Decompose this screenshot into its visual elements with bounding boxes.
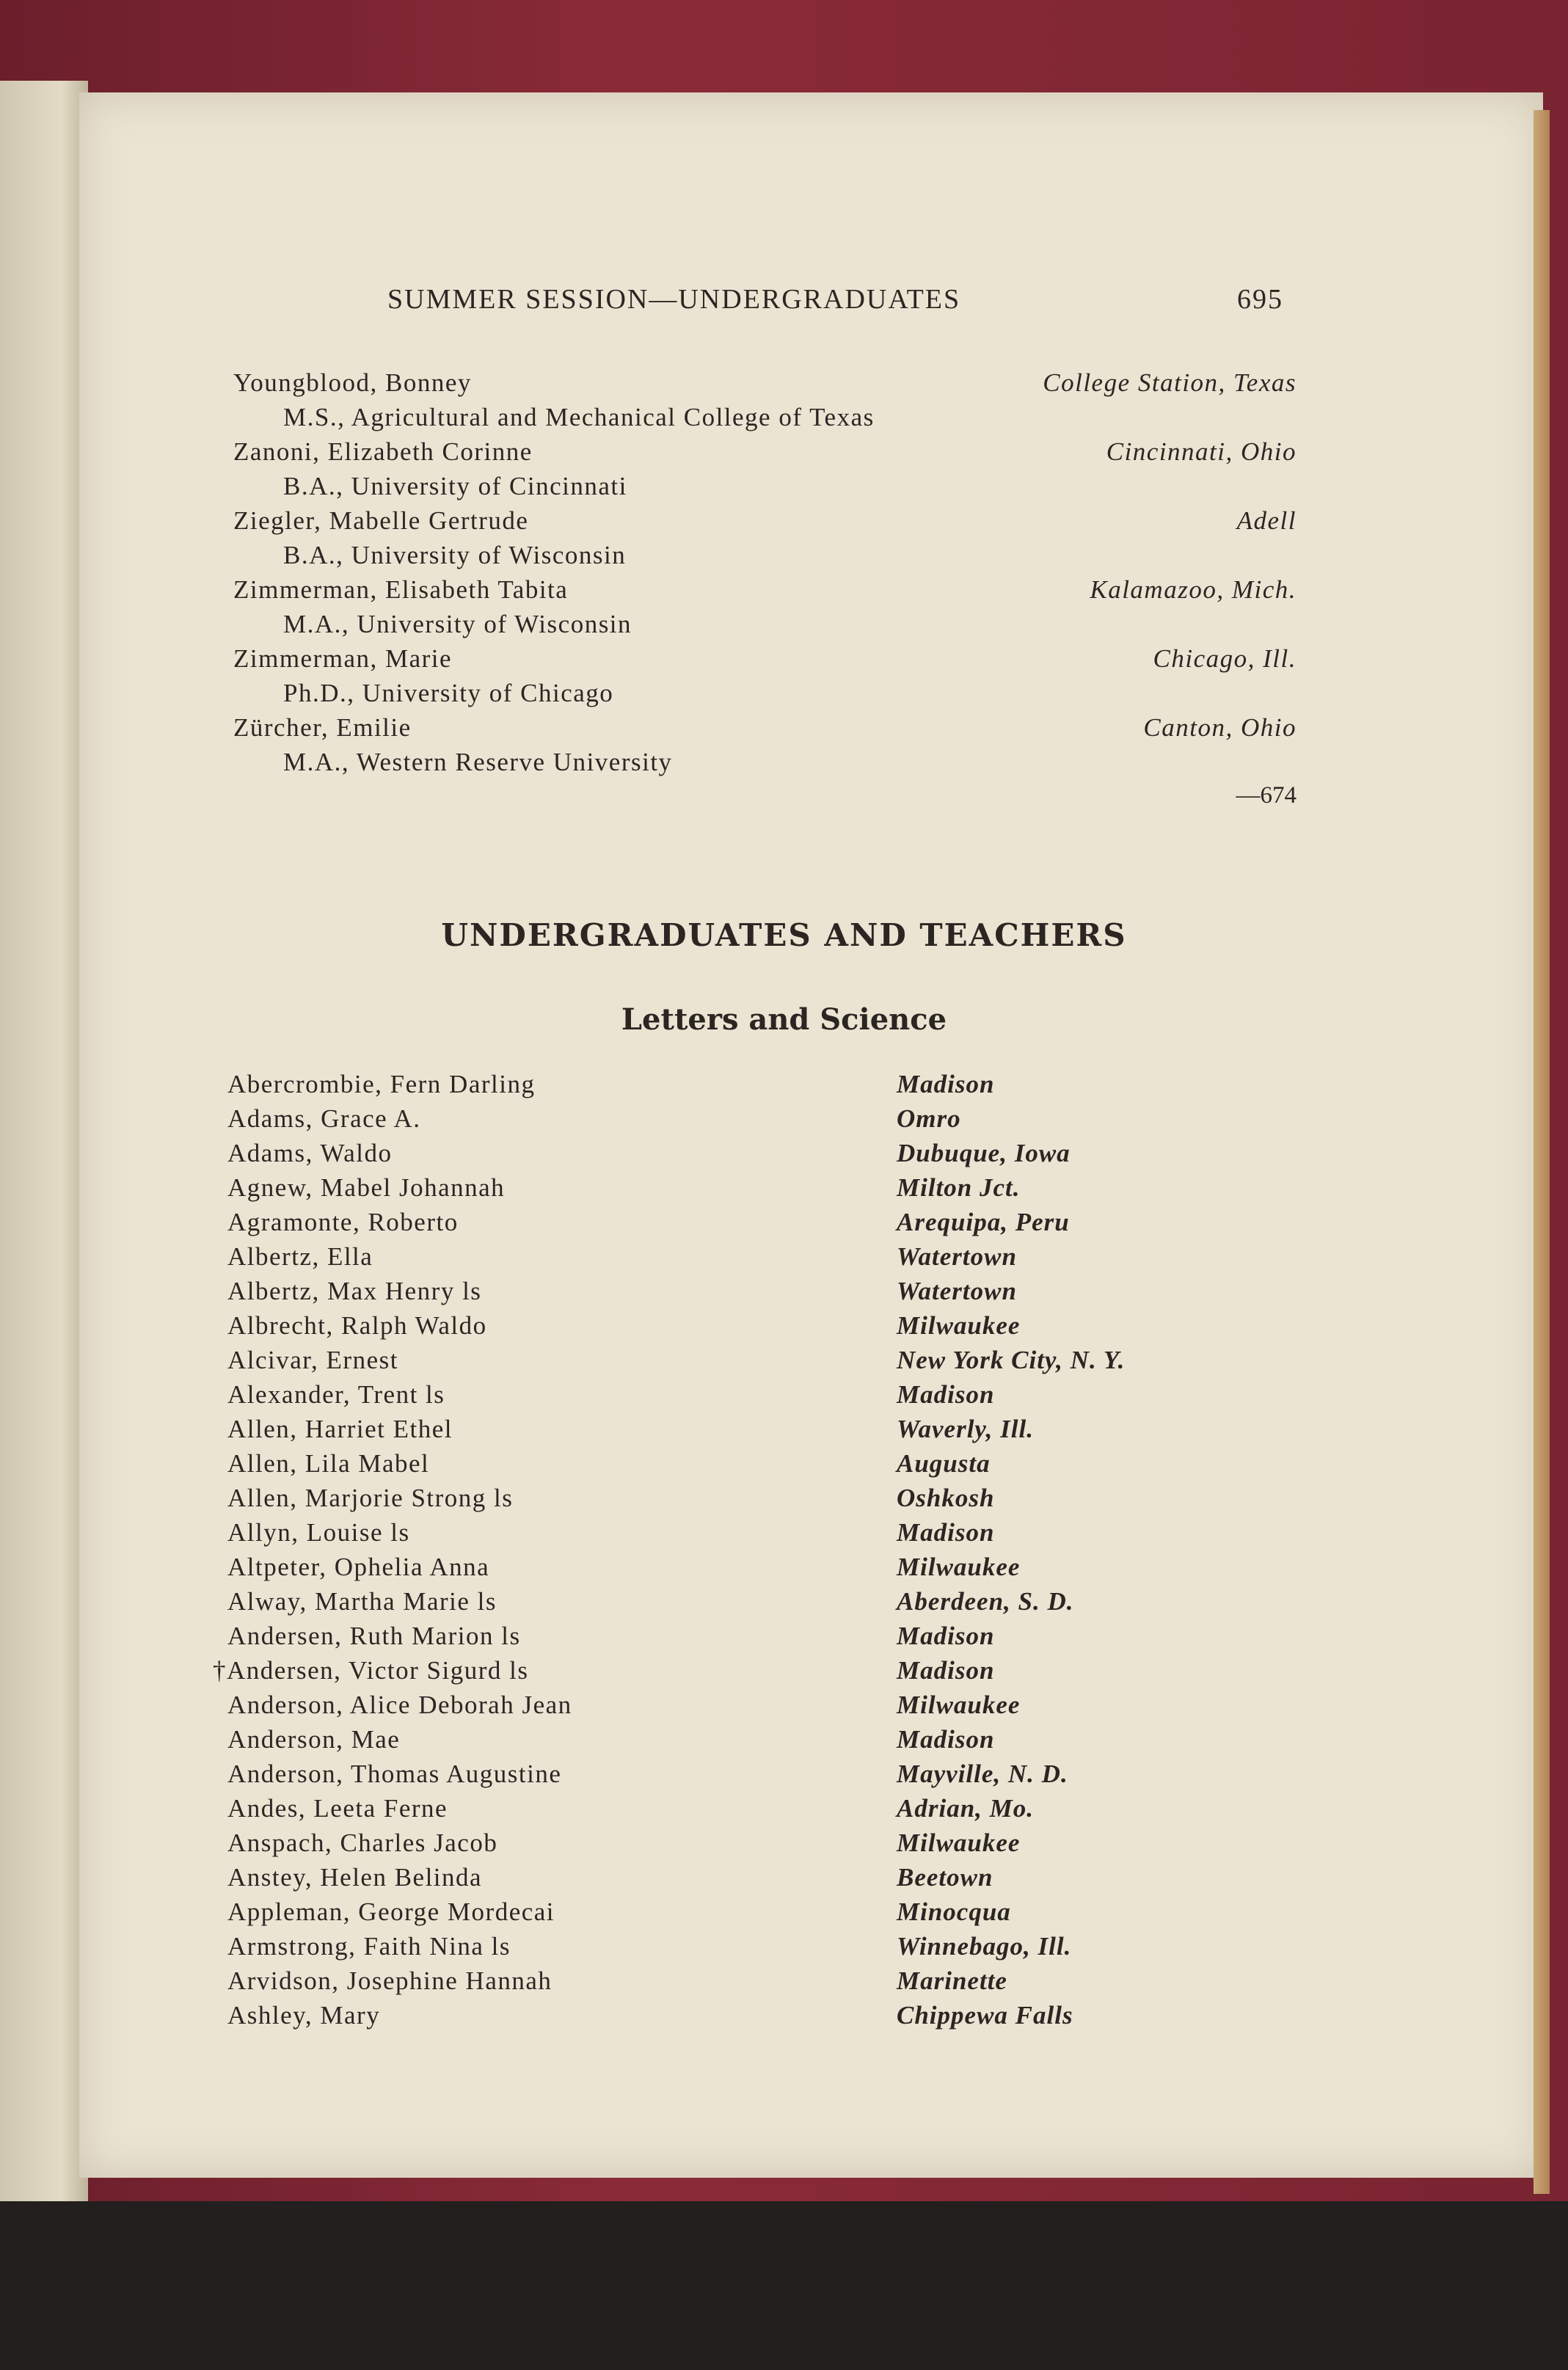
student-place: Watertown <box>897 1242 1017 1271</box>
student-place: Watertown <box>897 1277 1017 1305</box>
student-name: Arvidson, Josephine Hannah <box>227 1966 553 1995</box>
student-place: Beetown <box>897 1863 993 1892</box>
student-place: Augusta <box>897 1449 991 1478</box>
student-place: Waverly, Ill. <box>897 1415 1034 1443</box>
student-place: Mayville, N. D. <box>897 1760 1068 1788</box>
student-place: Oshkosh <box>897 1484 995 1512</box>
student-place: Aberdeen, S. D. <box>897 1587 1074 1616</box>
subsection-heading: Letters and Science <box>621 1002 947 1037</box>
student-name: Armstrong, Faith Nina ls <box>227 1932 511 1961</box>
student-place: Madison <box>897 1070 995 1098</box>
student-name: Albrecht, Ralph Waldo <box>227 1311 487 1340</box>
graduate-degree: B.A., University of Cincinnati <box>283 472 627 500</box>
graduate-name: Zimmerman, Elisabeth Tabita <box>233 575 569 604</box>
student-place: Omro <box>897 1104 961 1133</box>
student-name: Anspach, Charles Jacob <box>227 1828 498 1857</box>
graduate-place: Canton, Ohio <box>1143 713 1297 742</box>
graduate-name: Zürcher, Emilie <box>233 713 412 742</box>
student-place: Madison <box>897 1380 995 1409</box>
graduate-name: Zimmerman, Marie <box>233 644 453 673</box>
student-name: Albertz, Max Henry ls <box>227 1277 482 1305</box>
student-name: Andes, Leeta Ferne <box>227 1794 448 1823</box>
student-place: Madison <box>897 1518 995 1547</box>
student-name: Albertz, Ella <box>227 1242 373 1271</box>
graduate-degree: B.A., University of Wisconsin <box>283 541 627 569</box>
student-place: Marinette <box>897 1966 1007 1995</box>
student-place: Madison <box>897 1622 995 1650</box>
running-header: SUMMER SESSION—UNDERGRADUATES <box>387 284 961 315</box>
student-place: Adrian, Mo. <box>897 1794 1035 1823</box>
student-name: †Andersen, Victor Sigurd ls <box>213 1656 529 1685</box>
background-surface <box>0 2201 1568 2370</box>
student-place: Milwaukee <box>897 1691 1021 1719</box>
graduate-name: Ziegler, Mabelle Gertrude <box>233 506 529 535</box>
student-place: Milwaukee <box>897 1311 1021 1340</box>
student-place: Arequipa, Peru <box>897 1208 1070 1236</box>
student-name: Anstey, Helen Belinda <box>227 1863 483 1892</box>
graduate-place: Adell <box>1236 506 1297 535</box>
student-name: Anderson, Alice Deborah Jean <box>227 1691 572 1719</box>
student-name: Alexander, Trent ls <box>227 1380 445 1409</box>
student-place: Dubuque, Iowa <box>897 1139 1071 1167</box>
student-place: Milton Jct. <box>897 1173 1021 1202</box>
graduate-degree: M.S., Agricultural and Mechanical College of Texas <box>283 403 875 431</box>
graduate-name: Zanoni, Elizabeth Corinne <box>233 437 533 466</box>
student-place: Madison <box>897 1656 995 1685</box>
graduate-name: Youngblood, Bonney <box>233 368 472 397</box>
student-name: Altpeter, Ophelia Anna <box>227 1553 490 1581</box>
student-name: Allen, Marjorie Strong ls <box>227 1484 514 1512</box>
student-place: Minocqua <box>897 1897 1011 1926</box>
student-name: Agramonte, Roberto <box>227 1208 459 1236</box>
page-stack-edge <box>1534 110 1550 2194</box>
page-number: 695 <box>1237 284 1283 315</box>
student-name: Ashley, Mary <box>227 2001 381 2030</box>
section-heading: UNDERGRADUATES AND TEACHERS <box>441 917 1127 953</box>
running-total: —674 <box>1236 782 1297 809</box>
graduate-place: Chicago, Ill. <box>1153 644 1297 673</box>
student-name: Allen, Lila Mabel <box>227 1449 430 1478</box>
student-name: Adams, Grace A. <box>227 1104 421 1133</box>
student-name: Alway, Martha Marie ls <box>227 1587 497 1616</box>
graduate-degree: Ph.D., University of Chicago <box>283 679 614 707</box>
student-name: Anderson, Thomas Augustine <box>227 1760 562 1788</box>
student-place: Madison <box>897 1725 995 1754</box>
student-place: New York City, N. Y. <box>897 1346 1126 1374</box>
student-name: Agnew, Mabel Johannah <box>227 1173 506 1202</box>
student-place: Winnebago, Ill. <box>897 1932 1072 1961</box>
previous-page-edge <box>0 81 88 2209</box>
student-place: Milwaukee <box>897 1828 1021 1857</box>
student-name: Abercrombie, Fern Darling <box>227 1070 536 1098</box>
student-name: Allyn, Louise ls <box>227 1518 410 1547</box>
student-name: Adams, Waldo <box>227 1139 393 1167</box>
student-place: Milwaukee <box>897 1553 1021 1581</box>
graduate-place: Cincinnati, Ohio <box>1106 437 1297 466</box>
student-name: Andersen, Ruth Marion ls <box>227 1622 521 1650</box>
graduate-place: College Station, Texas <box>1043 368 1297 397</box>
graduate-place: Kalamazoo, Mich. <box>1090 575 1297 604</box>
graduate-degree: M.A., Western Reserve University <box>283 748 673 776</box>
student-name: Allen, Harriet Ethel <box>227 1415 453 1443</box>
graduate-degree: M.A., University of Wisconsin <box>283 610 632 638</box>
student-name: Alcivar, Ernest <box>227 1346 398 1374</box>
student-place: Chippewa Falls <box>897 2001 1073 2030</box>
student-name: Appleman, George Mordecai <box>227 1897 555 1926</box>
student-name: Anderson, Mae <box>227 1725 401 1754</box>
